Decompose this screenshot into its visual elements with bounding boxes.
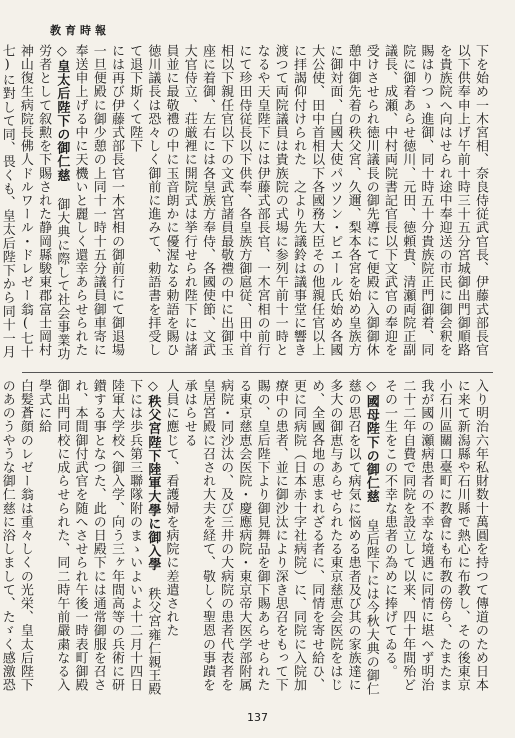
section2-body: 皇后陛下には今秋大典の御仁慈の思召を以て病気に悩める患者及び其の家族達に多大の御恵与あらせられたる東京慈恵会医院をはじめ、全國各地の恵まれざる者に、同情を寄せ給ひ、更に同病院（日本赤十字社病院）に、同院に入院加療中の患者、並に御沙汰により深き思召をもって下賜の、皇后陛下より御見舞品を御下賜あらせられたる東京慈恵会医院・慶應病院・東京帝大医学部附属病院・同沙汰の、及び三井の大病院の患者代表者を皇居宮殿に召され大夫を経て、敬しく聖恩の事蹟を承はらせる — [181, 379, 379, 696]
upper-text-block — [0, 44, 489, 369]
section1-body: 御大典に際して社会事業功労者として叙勲を下賜された静岡縣駿東郡富士岡村神山復生病院長佛人ドルワール・ドレゼー翁(七十七)に對して同、畏くも、皇太后陛下から同十一月 — [0, 44, 70, 361]
section3-body: 秩父宮雍仁親王殿下には歩兵第三聯隊附のまゝいよいよ十二月十四日陸軍大学校へ御入学、向う三ヶ年間高等の兵術に研鑚する事となつた、此の日殿下には通常御服を召され、本間御付武官を随へさせられ午後一時表町御殿御出門同校に成らせられた、同二時午前嚴粛なる入學式に給 — [36, 379, 161, 696]
page-title: 教育時報 — [50, 24, 110, 37]
page-number: 137 — [247, 711, 268, 724]
column-divider — [22, 372, 493, 373]
section3-heading: ◇秩父宮陛下陸軍大學に御入學 — [145, 379, 161, 572]
section1-continuation: 白髪蒼顔のレゼー翁は重々しくの光栄、皇太后陛下のあのうやうな御仁慈に浴しまして、たゞく感激恐 — [0, 379, 33, 692]
upper-paragraph-1: 下を始め一木宮相、奈良侍従武官長、伊藤式部長官以下供奉申上げ午前十時三十五分宮城御出門御順路を貴族院へ向はせられ途中奉迎送の市民に御会釈を賜はりつゝ進御、同十時五十分貴族院正門御着、同院に御着あらせ徳川、元田、徳頼貴、清瀬両院正副議長、成瀬、中村両院書記官長以下文武官の奉迎を受けさせられ徳川議長の御先導にて便殿に入御御休憩中御先着の秩父宮、久邇、梨本各宮を始め皇族方に御対面、白國大使パツソン・ピエール氏始め各國大公使、田中首相以下各國務大臣その他親任官以上に拝謁仰付けられた 之より先議鈴は議事堂に響き渡つて両院議員は貴族院の式場に参列午前十一時となるや天皇陛下には伊藤式部長官、一木宮相の前行にて珍田侍従長以下供奉、各皇族方御扈従、田中首相以下親任官以下の文武官諸員最敬禮の中に出御玉座に着御、左右には各皇族方奉侍、各國使節、文武大官侍立、荘厳裡に開院式は挙行せられ陛下には諸員並に最敬禮の中に玉音朗かに優渥なる勅語を賜ひ徳川議長は恐々しく御前に進みて、勅語書を拝受して退下斯くて陛下 — [127, 44, 488, 357]
section1-heading: ◇皇太后陛下の御仁慈 — [54, 44, 70, 182]
lower-right-paragraph: 入り明治六年私財数十萬圓を持つて傳道のため日本に来て新潟縣や石川縣で熱心に布教し、その後東京小石川區關口臺町に教會にも布教の傍ら、たまたま我が國の瀬病患者の不幸な境遇に同情に堪へず明治二十二年自費で同院を設立して以来、四十年間殆どその一生をこの不幸な患者の為めに捧げてゐる。 — [381, 379, 488, 692]
section2-tail: 人員に應じて、看護婦を病院に差遣された — [163, 379, 179, 638]
section2-heading: ◇國母陛下の御仁慈 — [363, 379, 379, 504]
lower-text-block — [0, 379, 489, 704]
upper-paragraph-2: には再び伊藤式部長官一木宮相の御前行にて御退場一旦便殿に御少憩の上同十一時十五分議員御車寄に奉送申上げる中に天機いと麗しく還幸あらせられた — [72, 44, 124, 357]
